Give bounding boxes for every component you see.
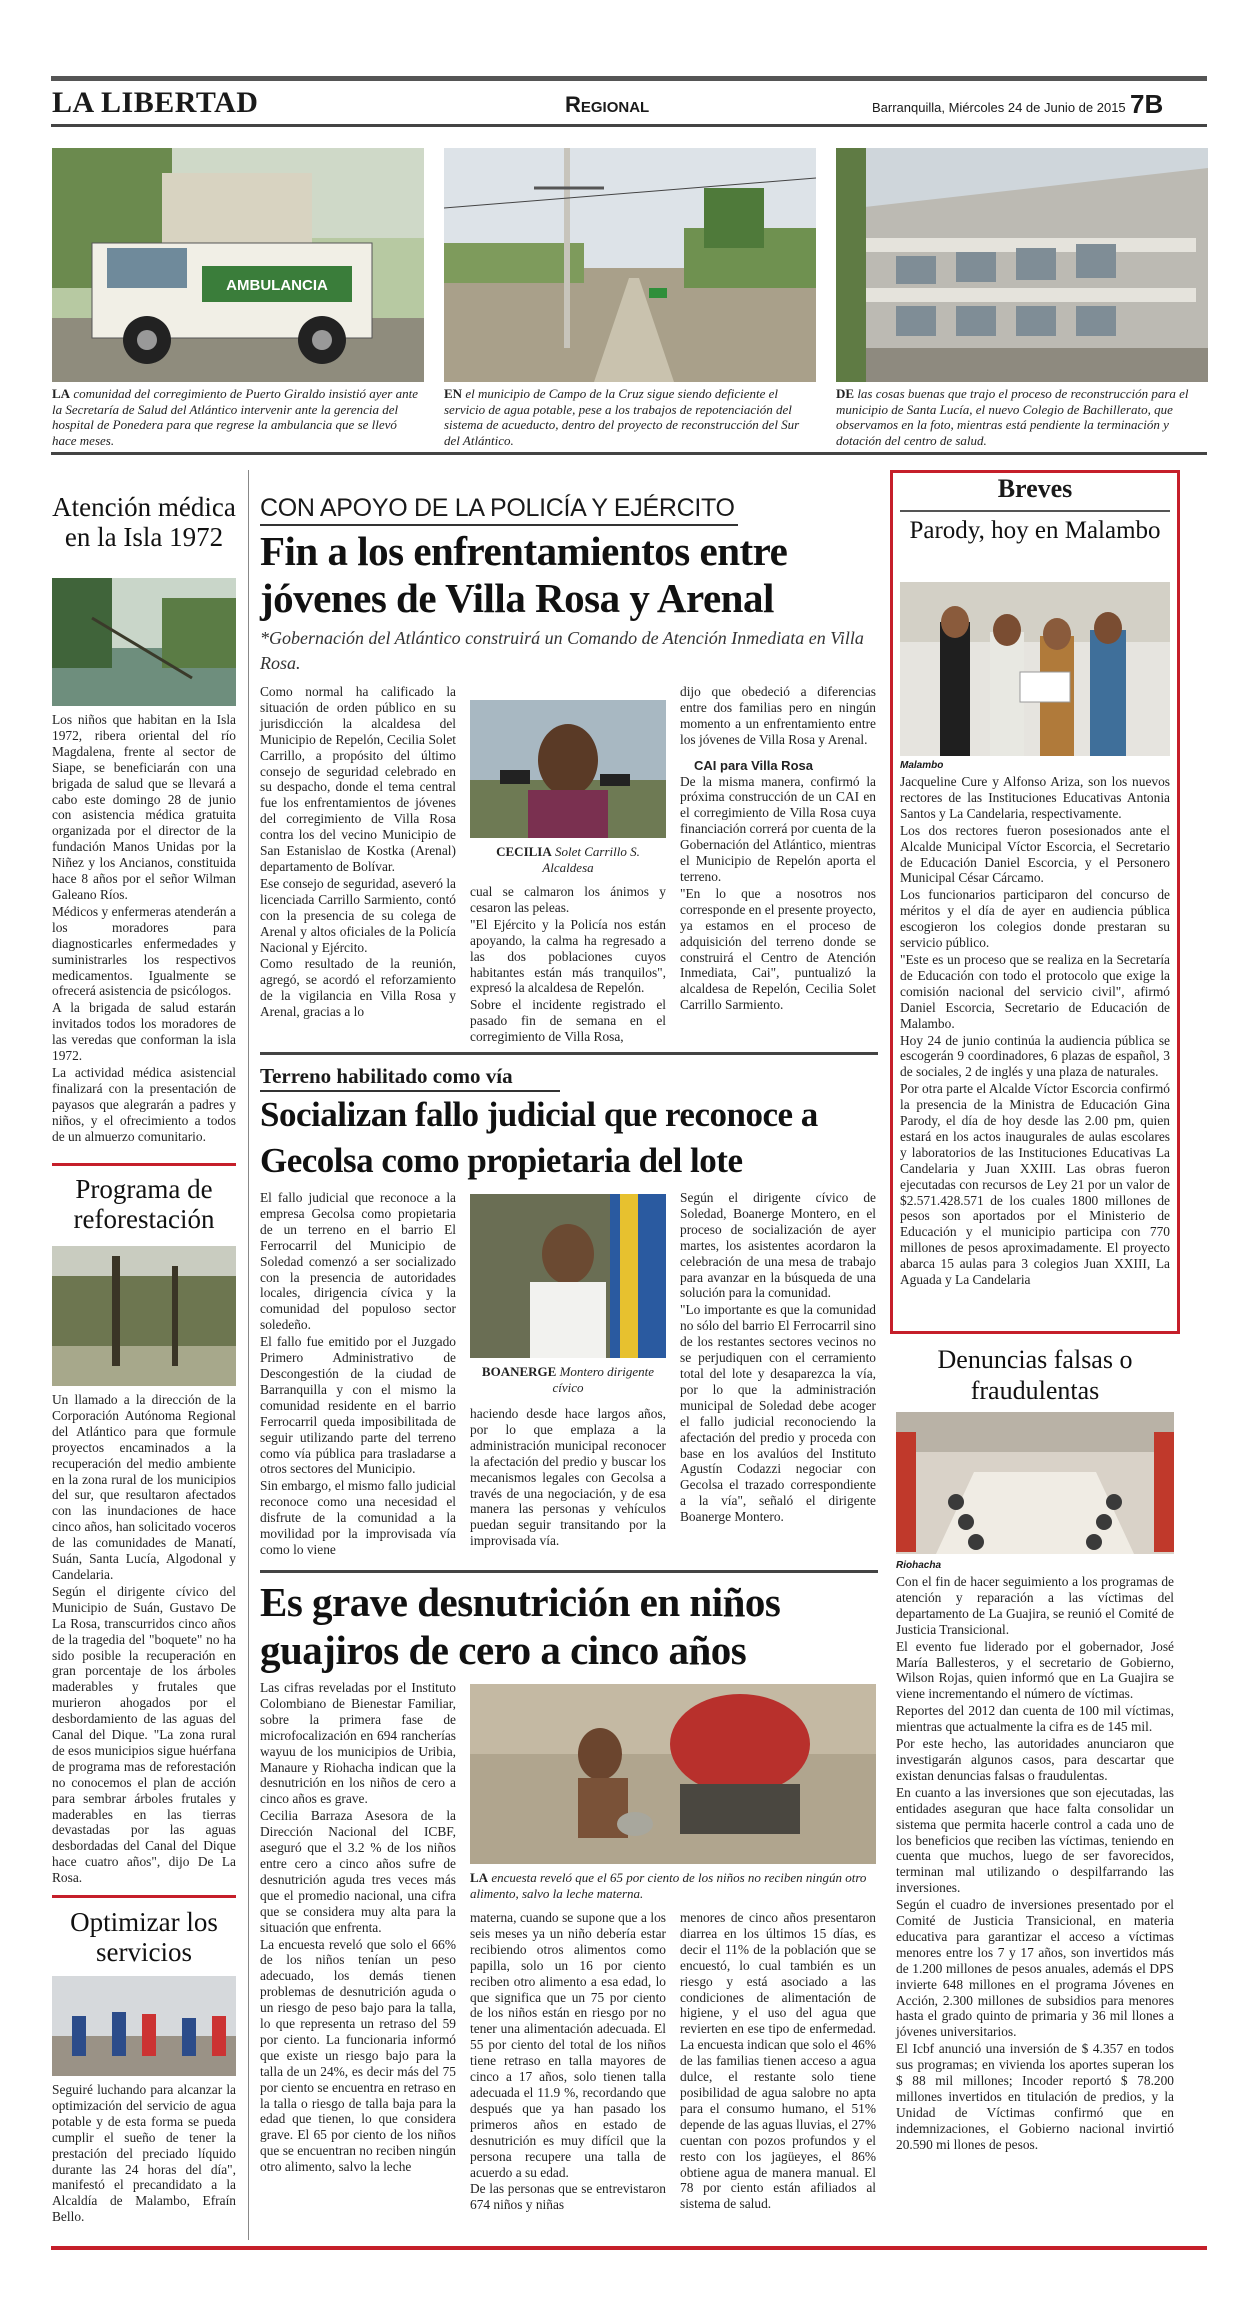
boanerge-caption: BOANERGE Montero dirigente cívico: [481, 1364, 655, 1395]
ambulance-photo: [52, 148, 424, 382]
story2-bottom-rule: [260, 1570, 878, 1573]
story3-col2: materna, cuando se supone que a los seis meses ya un niño debería estar recibiendo otros alimentos como papilla, solo un 16 por ciento reciben otro alimento a esa edad, lo que significa que un 75 por ciento de los niños están en riesgo por no tener una alimentación adecuada. El 55 por ciento del total de los niños tiene retraso en talla mayores de cinco a 17 años, solo tienen talla adecuada el 11.9 %, recordando que después que ya han pasado los primeros años en estado de desnutrición es muy difícil que la persona recupere una talla de acuerdo a su edad. De las personas que se entrevistaron 674 niños y niñas: [470, 1910, 666, 2213]
story2-kicker: Terreno habilitado como vía: [260, 1064, 513, 1088]
cecilia-photo: [470, 700, 666, 838]
story1-kicker-rule: [260, 524, 738, 526]
footer-rule: [51, 2246, 1207, 2250]
story3-headline: Es grave desnutrición en niños guajiros de cero a cinco años: [260, 1579, 781, 1673]
denuncias-body: Con el fin de hacer seguimiento a los programas de atención y reparación a las víctimas del departamento de La Guajira, se reunió el Comité de Justicia Transicional. El evento fue liderado por el gobernador, José María Ballesteros, y el secretario de Gobierno, Wilson Rojas, quien informó que en La Guajira se viene incrementando el número de víctimas. Reportes del 2012 dan cuenta de 100 mil víctimas, mientras que actualmente la cifra es de 145 mil. Por este hecho, las autoridades anunciaron que investigarán algunos casos, para descartar que existan denuncias falsas o fraudulentas. En cuanto a las inversiones que son ejecutadas, las entidades aseguran que hace falta consolidar un sistema que permita hacerle control a cada uno de los beneficios que reciben las víctimas, teniendo en cuenta que muchos, luego de ser favorecidos, terminan mal utilizando o despilfarrando las inversiones. Según el cuadro de inversiones presentado por el Comité de Justicia Transicional, en materia educativa para garantizar el acceso a víctimas menores entre los 7 y 17 años, son invertidos más de 1.200 millones de pesos anuales, además el DPS invierte 648 millones en el programa Jóvenes en Acción, 2.300 millones de subsidios para menores hasta el grado quinto de primaria y 36 mil llones a jóvenes universitarios. El Icbf anunció una inversión de $ 4.357 en todos sus programas; en vivienda los aportes superan los $ 88 mil millones; Incoder reportó $ 78.200 millones invertidos en titulación de predios, y la Unidad de Víctimas confirmó que en indemnizaciones, el Gobierno nacional invirtió 20.590 mi llones de pesos.: [896, 1574, 1174, 2152]
side-title-atencion: Atención médica en la Isla 1972: [52, 492, 236, 552]
story1-kicker: CON APOYO DE LA POLICÍA Y EJÉRCITO: [260, 494, 735, 522]
services-photo: [52, 1976, 236, 2076]
street-photo: [444, 148, 816, 382]
boanerge-photo: [470, 1194, 666, 1358]
top-photos-rule: [51, 452, 1207, 455]
ambulance-sign-text: AMBULANCIA: [226, 277, 328, 294]
story2-col2: haciendo desde hace largos años, por lo que emplaza a la administración municipal reconocer la afectación del predio y buscar los mecanismos legales con Gecolsa a través de una negociación, y de esa manera las personas y vehículos puedan seguir transitando por la improvisada vía.: [470, 1406, 666, 1549]
left-red-rule-2: [52, 1895, 236, 1898]
left-column-divider: [248, 470, 249, 2240]
side-title-reforestacion: Programa de reforestación: [73, 1174, 215, 1234]
story2-col1: El fallo judicial que reconoce a la empresa Gecolsa como propietaria de un terreno en el barrio El Ferrocarril del Municipio de Soledad comenzó a ser socializado con la presencia de autoridades locales, dirigencia cívica y la comunidad del populoso sector soledeño. El fallo fue emitido por el Juzgado Primero Administrativo de Descongestión de la ciudad de Barranquilla y con el mismo la comunidad residente en el barrio Ferrocarril queda imposibilitada de seguir utilizando parte del terreno como vía pública para trasladarse a otros sectores del Municipio. Sin embargo, el mismo fallo judicial reconoce como una necesidad el disfrute de la comunidad a la movilidad por la improvisada vía como lo viene: [260, 1190, 456, 1557]
breves-body: Jacqueline Cure y Alfonso Ariza, son los nuevos rectores de las Instituciones Educativas Antonia Santos y La Candelaria, respectivamente. Los dos rectores fueron posesionados ante el Alcalde Municipal Víctor Escorcia, el Secretario de Educación Daniel Escorcia, y el Personero Municipal César Cárcamo. Los funcionarios participaron del concurso de méritos y el día de ayer en audiencia pública escogieron los colegios donde prestaran su servicio público. "Este es un proceso que se realiza en la Secretaría de Educación con todo el protocolo que exige la comisión nacional del servicio civil", afirmó Daniel Escorcia, Secretario de Educación de Malambo. Hoy 24 de junio continúa la audiencia pública se escogerán 9 coordinadores, 6 plazas de español, 3 de sociales, 2 de inglés y una plaza de naturales. Por otra parte el Alcalde Víctor Escorcia confirmó la presencia de la Ministra de Educación Gina Parody, el día de hoy desde las 2.00 pm, quien estará en los actos inaugurales de aulas escolares y laboratorios de las Instituciones Educativas La Candelaria y Juan XXIII. Las obras fueron ejecutadas con recursos de Ley 21 por un valor de $2.571.428.571 de los cuales 1800 millones de pesos son aportados por el Ministerio de Educación y el municipio participa con 770 millones de pesos aproximadamente. El proyecto abarca 15 aulas para 3 colegios Juan XXIII, La Aguada y La Candelaria: [900, 774, 1170, 1288]
header-top-rule: [51, 76, 1207, 81]
reforestacion-body: Un llamado a la dirección de la Corporación Autónoma Regional del Atlántico para que formule proyectos encaminados a la recuperación del medio ambiente en la zona rural de los municipios del sur, que resultaron afectados con las inundaciones de hace cinco años, han solicitado voceros de las comunidades de Manatí, Suán, Santa Lucía, Algodonal y Candelaria. Según el dirigente cívico del Municipio de Suán, Gustavo De La Rosa, transcurridos cinco años de la tragedia del "boquete" no ha sido posible la recuperación en gran porcentaje de los árboles maderables y frutales que murieron ahogados por el desbordamiento de las aguas del Canal del Dique. "La zona rural de esos municipios sigue huérfana de programa mas de reforestación no conocemos el plan de acción para sembrar árboles frutales y maderables en las tierras devastadas por las aguas desbordadas del Canal del Dique hace cuatro años", dijo De La Rosa.: [52, 1392, 236, 1886]
photo-caption-1: LA comunidad del corregimiento de Puerto Giraldo insistió ayer ante la Secretaría de Salud del Atlántico intervenir ante la gerencia del hospital de Ponedera para que regrese la ambulancia que se llevó hace meses.: [52, 386, 419, 448]
story3-col3: menores de cinco años presentaron diarrea en los últimos 15 días, es decir el 11% de la población que se encuestó, lo cual también es un riesgo y está asociado a las condiciones de alimentación de higiene, y el uso del agua que revierten en ese tipo de enfermedad. La encuesta indican que solo el 46% de las familias tienen acceso a agua dulce, el restante solo tiene posibilidad de agua salobre no apta para el consumo humano, el 51% depende de las aguas lluvias, el 27% cuentan con pozos profundos y el resto con los jagüeyes, el 86% obtiene agua de manera manual. El 78 por ciento están afiliados al sistema de salud.: [680, 1910, 876, 2212]
photo-caption-3: DE las cosas buenas que trajo el proceso de reconstrucción para el municipio de Santa Lucía, el nuevo Colegio de Bachillerato, que observamos en la foto, mientras está pendiente la terminación y dotación del centro de salud.: [836, 386, 1189, 448]
page-number: 7B: [1130, 89, 1164, 119]
story1-bottom-rule: [260, 1052, 878, 1055]
malambo-photo: [900, 582, 1170, 756]
malambo-credit: Malambo: [900, 760, 944, 771]
breves-title: Breves: [997, 474, 1073, 503]
header-bottom-rule: [51, 124, 1207, 127]
photo-caption-2: EN el municipio de Campo de la Cruz sigue siendo deficiente el servicio de agua potable, pese a los trabajos de repotenciación del sistema de acueducto, dentro del proyecto de reconstrucción del Sur del Atlántico.: [444, 386, 800, 448]
story1-deck: *Gobernación del Atlántico construirá un Comando de Atención Inmediata en Villa Rosa.: [260, 628, 864, 673]
breves-item-title: Parody, hoy en Malambo: [909, 517, 1161, 544]
story2-headline: Socializan fallo judicial que reconoce a Gecolsa como propietaria del lote: [260, 1095, 818, 1180]
story1-col1: Como normal ha calificado la situación de orden público en su jurisdicción la alcaldesa del Municipio de Repelón, Cecilia Solet Carrillo, a propósito del último consejo de seguridad celebrado en su despacho, donde el tema central fue los enfrentamientos de jóvenes del corregimiento de Villa Rosa contra los del vecino Municipio de San Estanislao de Kostka (Arenal) departamento de Bolívar. Ese consejo de seguridad, aseveró la licenciada Carrillo Sarmiento, contó con la presencia de su colega de Arenal y altos oficiales de la Policía Nacional y Ejército. Como resultado de la reunión, agregó, se acordó el reforzamiento de la vigilancia en Villa Rosa y Arenal, gracias a lo: [260, 684, 456, 1020]
riohacha-photo: [896, 1412, 1174, 1554]
atencion-body: Los niños que habitan en la Isla 1972, ribera oriental del río Magdalena, frente al sector de Siape, se beneficiarán con una brigada de salud que se llevará a cabo este domingo 28 de junio con asistencia médica gratuita organizada por el director de la fundación Manos Unidas por la Niñez y los Ancianos, constituida hace 8 años por el señor Wilman Galeano Ríos. Médicos y enfermeras atenderán a los moradores para diagnosticarles enfermedades y suministrarles los respectivos medicamentos. Igualmente se ofrecerá asistencia de psicólogos. A la brigada de salud estarán invitados todos los moradores de las veredas que conforman la isla 1972. La actividad médica asistencial finalizará con la presentación de payasos que alegrarán a padres y niños, y el ofrecimiento a todos de un almuerzo comunitario.: [52, 712, 236, 1144]
breves-title-rule: [900, 510, 1170, 512]
story1-subhead: CAI para Villa Rosa: [694, 757, 813, 773]
story1-col3: dijo que obedeció a diferencias entre dos familias pero en ningún momento a un enfrentamiento entre los jóvenes de Villa Rosa y Arenal. CAI para Villa Rosa De la misma manera, confirmó la próxima construcción de un CAI en el corregimiento de Villa Rosa cuya financiación correrá por cuenta de la Gobernación del Atlántico, mientras el Municipio de Repelón aporta el terreno. "En lo que a nosotros nos corresponde en el presente proyecto, ya estamos en el proceso de adquisición del terreno donde se construirá el Centro de Atención Inmediata, Cai", puntualizó la alcaldesa de Repelón, Cecilia Solet Carrillo Sarmiento.: [680, 684, 876, 1013]
side-title-optimizar: Optimizar los servicios: [70, 1907, 218, 1967]
story3-col1: Las cifras reveladas por el Instituto Colombiano de Bienestar Familiar, sobre la primera fase de microfocalización en 694 rancherías wayuu de los municipios de Uribia, Manaure y Riohacha indican que la desnutrición en los niños de cero a cinco años es grave. Cecilia Barraza Asesora de la Dirección Nacional del ICBF, aseguró que el 3.2 % de los niños entre cero a cinco años sufre de desnutrición aguda tres veces más que el promedio nacional, una cifra que se considera muy alta para la situación que enfrenta. La encuesta reveló que solo el 66% de los niños tenían un peso adecuado, los demás tienen problemas de desnutrición aguda o un riesgo de peso bajo para la talla, lo que representa un retraso del 59 por ciento. La funcionaria informó que existe un riesgo bajo para la talla de un 24%, es decir más del 75 por ciento se encuentra en retraso en la talla o riesgo de talla baja para la edad que tienen, lo que considera grave. El 65 por ciento de los niños que se encuentran no reciben ningún otro alimento, salvo la leche: [260, 1680, 456, 2175]
left-red-rule-1: [52, 1163, 236, 1166]
story2-col3: Según el dirigente cívico de Soledad, Boanerge Montero, en el proceso de socialización de ayer martes, los asistentes acordaron la celebración de una mesa de trabajo para avanzar en la búsqueda de una solución para la comunidad. "Lo importante es que la comunidad no sólo del barrio El Ferrocarril sino de los restantes sectores vecinos no se perjudiquen con el cerramiento total del lote y desaparezca la vía, por lo que la administración municipal de Soledad debe acoger el fallo judicial reconociendo la afectación del predio y proceda con base en los avalúos del Instituto Agustín Codazzi negociar con Gecolsa el trazado correspondiente a la vía", señaló el dirigente Boanerge Montero.: [680, 1190, 876, 1525]
school-photo: [836, 148, 1208, 382]
child-photo: [470, 1684, 876, 1864]
cecilia-caption: CECILIA Solet Carrillo S. Alcaldesa: [496, 844, 640, 875]
island-photo: [52, 578, 236, 706]
section-name: Regional: [565, 92, 650, 117]
date-line: Barranquilla, Miércoles 24 de Junio de 2015: [872, 100, 1126, 115]
story1-headline: Fin a los enfrentamientos entre jóvenes de Villa Rosa y Arenal: [260, 528, 788, 621]
paper-name: LA LIBERTAD: [52, 86, 259, 119]
child-caption: LA encuesta reveló que el 65 por ciento de los niños no reciben ningún otro alimento, salvo la leche materna.: [470, 1870, 867, 1901]
optimizar-body: Seguiré luchando para alcanzar la optimización del servicio de agua potable y de esta forma se pueda cumplir el sueño de tener la prestación del preciado líquido durante las 24 horas del día", manifestó el precandidato a la Alcaldía de Malambo, Efraín Bello.: [52, 2082, 236, 2225]
denuncias-title: Denuncias falsas o fraudulentas: [937, 1345, 1133, 1405]
story1-col2: cual se calmaron los ánimos y cesaron las peleas. "El Ejército y la Policía nos están apoyando, la calma ha regresado a las dos poblaciones cuyos habitantes están más tranquilos", expresó la alcaldesa de Repelón. Sobre el incidente registrado el pasado fin de semana en el corregimiento de Villa Rosa,: [470, 884, 666, 1045]
riohacha-credit: Riohacha: [896, 1560, 942, 1571]
reforestation-photo: [52, 1246, 236, 1386]
